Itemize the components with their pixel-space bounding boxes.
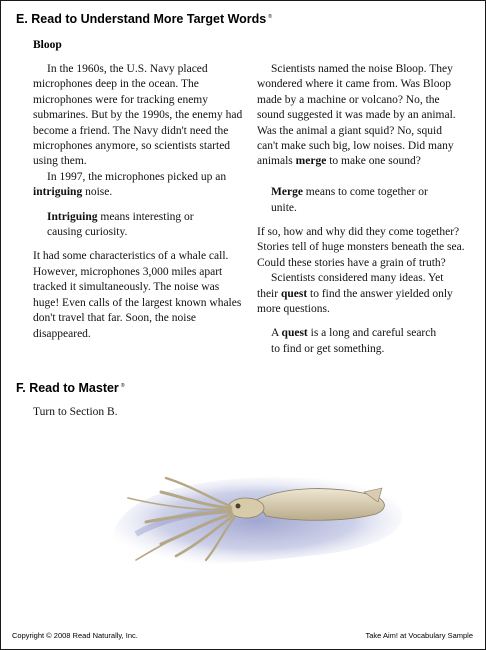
left-column <box>33 62 246 342</box>
paragraph: Scientists named the noise Bloop. They wondered where it came from. Was Bloop made by a machine or volcano? No, the sound suggested it was made by an animal. Was the animal a giant squid? No, squid can't make such big, low noises. Did many animals merge to make one sound? <box>257 63 456 168</box>
right-column <box>257 62 465 357</box>
squid-icon <box>106 456 406 576</box>
footer-title: Take Aim! at Vocabulary Sample <box>365 631 473 640</box>
target-word: quest <box>280 287 308 300</box>
copyright-notice: Copyright © 2008 Read Naturally, Inc. <box>12 631 138 640</box>
definition: Intriguing means interesting or causing curiosity. <box>47 210 194 239</box>
target-word: intriguing <box>33 186 83 199</box>
paragraph: It had some characteristics of a whale call. However, microphones 3,000 miles apart tracked it simultaneously. The noise was huge! Even calls of the largest known whales don't travel that far. Soon, the noise disappeared. <box>33 250 242 340</box>
paragraph: If so, how and why did they come together? Stories tell of huge monsters beneath the sea. Could these stories have a grain of truth? <box>257 226 465 269</box>
paragraph: In 1997, the microphones picked up an intriguing noise. <box>33 170 227 199</box>
target-word: Intriguing <box>47 210 98 223</box>
section-f-instruction: Turn to Section B. <box>33 406 118 418</box>
target-word: Merge <box>271 186 303 199</box>
section-f-heading: F. Read to Master ® <box>16 381 125 395</box>
target-word: quest <box>281 327 308 340</box>
target-word: merge <box>295 155 327 168</box>
registered-mark: ® <box>120 382 125 389</box>
registered-mark: ® <box>268 13 272 20</box>
story-title: Bloop <box>33 39 62 51</box>
paragraph: Scientists considered many ideas. Yet their quest to find the answer yielded only more questions. <box>257 272 453 316</box>
paragraph: In the 1960s, the U.S. Navy placed microphones deep in the ocean. The microphones were for tracking enemy submarines. But by the 1990s, the enemy had become a friend. The Navy didn't need the microphones anymore, so scientists started using them. <box>33 63 243 168</box>
definition: A quest is a long and careful search to find or get something. <box>271 327 437 355</box>
section-e-heading: E. Read to Understand More Target Words ® <box>16 12 272 26</box>
definition: Merge means to come together or unite. <box>271 186 428 214</box>
giant-squid-illustration <box>106 456 406 576</box>
